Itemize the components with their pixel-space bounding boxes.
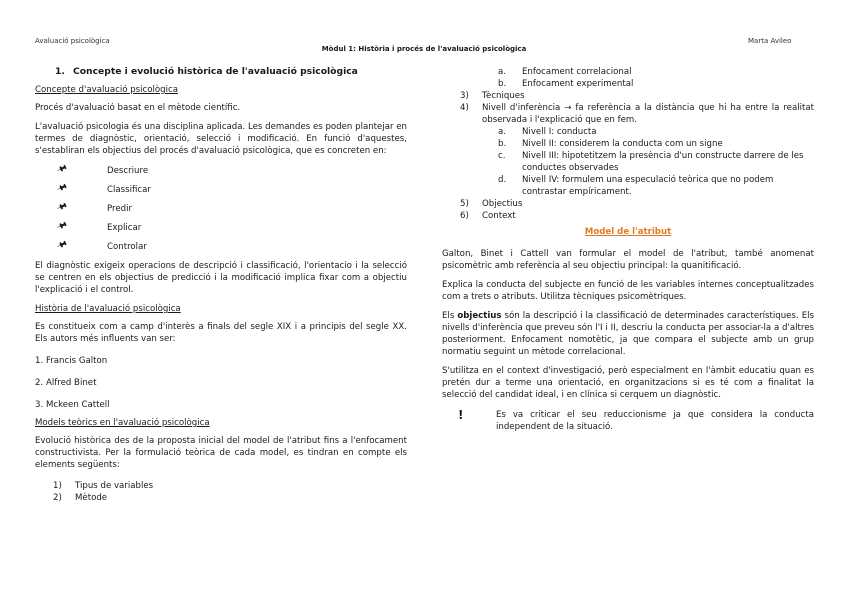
list-item: 3) Tècniques (460, 91, 525, 101)
pushpin-icon: 🖈︎ (55, 180, 69, 194)
list-item: 🖈︎ Classificar (35, 180, 407, 199)
list-item: a. Nivell I: conducta (498, 127, 597, 137)
list-item: 🖈︎ Controlar (35, 237, 407, 256)
paragraph: El diagnòstic exigeix operacions de descripció i classificació, l'orientacio i la selecció se centren en els objectius de predicció i la modificació implica fixar com a objectiu l'explicació i el control. (35, 261, 407, 295)
list-item: 🖈︎ Descriure (35, 161, 407, 180)
paragraph: Galton, Binet i Cattell van formular el model de l'atribut, també anomenat psicomètric amb referència al seu objectiu principal: la quanitificació. (442, 249, 814, 271)
author-item: 1. Francis Galton (35, 356, 108, 366)
author-item: 2. Alfred Binet (35, 378, 97, 388)
header-left: Avaluació psicològica (35, 37, 110, 45)
list-item: a. Enfocament correlacional (498, 67, 632, 77)
objectives-list (35, 161, 407, 256)
list-item: 🖈︎ Explicar (35, 218, 407, 237)
document-header-title: Mòdul 1: Història i procés de l'avaluació psicològica (321, 45, 527, 53)
paragraph: Els objectius són la descripció i la classificació de determinades característiques. Els nivells d'inferència que preveu són l'I i II, descriu la conducta per associar-la a d'altres posteriorment. Enfocament nomotètic, ja que compara el subjecte amb un grup normatiu seguint un mètode correlacional. (442, 311, 814, 357)
list-item: 4) Nivell d'inferència → fa referència a la distància que hi ha entre la realitat observada i l'explicació que en fem. (460, 103, 814, 125)
paragraph: L'avaluació psicologia és una disciplina aplicada. Les demandes es poden plantejar en termes de diagnòstic, orientació, selecció i modificació. En funció d'aquestes, s'establiran els objectius del procés d'avaluació psicològica, que es concreten en: (35, 122, 407, 156)
inference-levels-list (442, 126, 814, 198)
list-item: 1) Tipus de variables (53, 481, 154, 491)
paragraph: S'utilitza en el context d'investigació, però especialment en l'àmbit educatiu quan es pretén dur a terme una orientació, en organitzacions si es té com a finalitat la selecció del candidat ideal, i en clínica si cerquem un diagnòstic. (442, 366, 814, 400)
subheading-history: Història de l'avaluació psicològica (35, 304, 181, 314)
method-sublist (442, 66, 814, 90)
model-title: Model de l'atribut (584, 227, 672, 237)
pushpin-icon: 🖈︎ (55, 161, 69, 175)
exclamation-icon: ! (458, 408, 464, 422)
list-item: 🖈︎ Predir (35, 199, 407, 218)
left-column (35, 66, 407, 504)
paragraph: Es constitueix com a camp d'interès a finals del segle XIX i a principis del segle XX. Els autors més influents van ser: (35, 322, 407, 344)
right-column (442, 66, 814, 433)
list-item: 2) Mètode (53, 493, 108, 503)
list-item: 5) Objectius (460, 199, 523, 209)
warning-text: Es va criticar el seu reduccionisme ja que considera la conducta independent de la situació. (496, 410, 814, 432)
pushpin-icon: 🖈︎ (55, 218, 69, 232)
warning-note (442, 409, 814, 433)
subheading-concept: Concepte d'avaluació psicològica (35, 85, 178, 95)
list-item: b. Nivell II: considerem la conducta com un signe (498, 139, 723, 149)
section-number: 1. (55, 66, 65, 77)
list-item: b. Enfocament experimental (498, 79, 634, 89)
list-item: 6) Context (460, 211, 516, 221)
section-heading (55, 66, 407, 78)
author-item: 3. Mckeen Cattell (35, 400, 110, 410)
elements-list (35, 480, 407, 504)
subheading-models: Models teòrics en l'avaluació psicològica (35, 418, 210, 428)
list-item: d. Nivell IV: formulem una especulació teòrica que no podem contrastar empíricament. (498, 175, 774, 197)
pushpin-icon: 🖈︎ (55, 237, 69, 251)
paragraph: Explica la conducta del subjecte en funció de les variables internes conceptualitzades com a trets o atributs. Utilitza tècniques psicomètriques. (442, 280, 814, 302)
paragraph: Evolució històrica des de la proposta inicial del model de l'atribut fins a l'enfocament constructivista. Per la formulació teòrica de cada model, es tindran en compte els elements següents: (35, 436, 407, 470)
list-item: c. Nivell III: hipotetitzem la presència d'un constructe darrere de les conductes observades (498, 151, 804, 173)
pushpin-icon: 🖈︎ (55, 199, 69, 213)
section-title: Concepte i evolució històrica de l'avaluació psicològica (73, 66, 358, 77)
header-right: Marta Avileo (748, 37, 792, 45)
paragraph: Procés d'avaluació basat en el mètode científic. (35, 103, 241, 113)
